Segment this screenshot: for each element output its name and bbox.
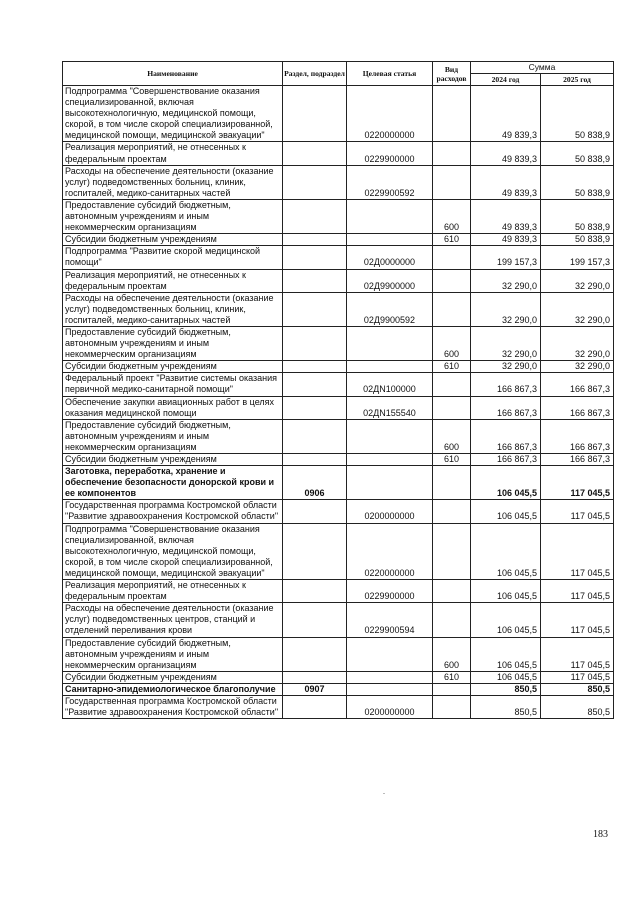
cell-name: Предоставление субсидий бюджетным, автономным учреждениям и иным некоммерческим организациям bbox=[63, 326, 283, 360]
cell-target: 0200000000 bbox=[347, 695, 433, 718]
cell-type bbox=[433, 695, 471, 718]
cell-y2024: 49 839,3 bbox=[471, 86, 541, 142]
cell-y2024: 106 045,5 bbox=[471, 466, 541, 500]
cell-name: Субсидии бюджетным учреждениям bbox=[63, 361, 283, 373]
table-row bbox=[63, 86, 614, 142]
cell-target: 02ДN100000 bbox=[347, 373, 433, 396]
cell-y2025: 117 045,5 bbox=[541, 500, 614, 523]
cell-y2025: 117 045,5 bbox=[541, 637, 614, 671]
cell-name: Предоставление субсидий бюджетным, автономным учреждениям и иным некоммерческим организациям bbox=[63, 419, 283, 453]
cell-y2025: 117 045,5 bbox=[541, 580, 614, 603]
cell-target: 0220000000 bbox=[347, 523, 433, 579]
cell-y2024: 166 867,3 bbox=[471, 419, 541, 453]
cell-target bbox=[347, 326, 433, 360]
cell-type bbox=[433, 165, 471, 199]
cell-type: 600 bbox=[433, 419, 471, 453]
cell-section bbox=[283, 396, 347, 419]
table-row bbox=[63, 246, 614, 269]
cell-type bbox=[433, 373, 471, 396]
cell-y2024: 166 867,3 bbox=[471, 373, 541, 396]
cell-section bbox=[283, 419, 347, 453]
cell-name: Подпрограмма "Развитие скорой медицинской помощи" bbox=[63, 246, 283, 269]
cell-y2025: 50 838,9 bbox=[541, 199, 614, 233]
cell-target bbox=[347, 671, 433, 683]
cell-y2025: 32 290,0 bbox=[541, 269, 614, 292]
cell-name: Субсидии бюджетным учреждениям bbox=[63, 454, 283, 466]
cell-type bbox=[433, 292, 471, 326]
cell-target bbox=[347, 454, 433, 466]
cell-name: Федеральный проект "Развитие системы оказания первичной медико-санитарной помощи" bbox=[63, 373, 283, 396]
cell-type: 610 bbox=[433, 234, 471, 246]
cell-target bbox=[347, 199, 433, 233]
cell-target bbox=[347, 466, 433, 500]
header-target: Целевая статья bbox=[347, 62, 433, 86]
cell-name: Обеспечение закупки авиационных работ в целях оказания медицинской помощи bbox=[63, 396, 283, 419]
cell-name: Расходы на обеспечение деятельности (оказание услуг) подведомственных центров, станций и отделений переливания крови bbox=[63, 603, 283, 637]
cell-name: Подпрограмма "Совершенствование оказания специализированной, включая высокотехнологичную, медицинской помощи, скорой, в том числе скорой специализированной, медицинской помощи, медицинской эвакуации" bbox=[63, 523, 283, 579]
table-row bbox=[63, 396, 614, 419]
cell-type: 600 bbox=[433, 326, 471, 360]
cell-section bbox=[283, 671, 347, 683]
cell-name: Реализация мероприятий, не отнесенных к федеральным проектам bbox=[63, 142, 283, 165]
cell-y2024: 106 045,5 bbox=[471, 671, 541, 683]
cell-name: Реализация мероприятий, не отнесенных к федеральным проектам bbox=[63, 269, 283, 292]
cell-name: Расходы на обеспечение деятельности (оказание услуг) подведомственных больниц, клиник, госпиталей, медико-санитарных частей bbox=[63, 165, 283, 199]
cell-type: 600 bbox=[433, 199, 471, 233]
cell-y2024: 106 045,5 bbox=[471, 580, 541, 603]
cell-y2025: 166 867,3 bbox=[541, 454, 614, 466]
cell-y2024: 199 157,3 bbox=[471, 246, 541, 269]
table-row bbox=[63, 269, 614, 292]
cell-type bbox=[433, 580, 471, 603]
cell-section bbox=[283, 361, 347, 373]
table-row bbox=[63, 683, 614, 695]
table-row bbox=[63, 603, 614, 637]
cell-type bbox=[433, 466, 471, 500]
cell-y2024: 49 839,3 bbox=[471, 234, 541, 246]
cell-target bbox=[347, 234, 433, 246]
cell-section bbox=[283, 637, 347, 671]
header-sum: Сумма bbox=[471, 62, 614, 74]
cell-y2025: 117 045,5 bbox=[541, 603, 614, 637]
table-row bbox=[63, 234, 614, 246]
cell-name: Расходы на обеспечение деятельности (оказание услуг) подведомственных больниц, клиник, госпиталей, медико-санитарных частей bbox=[63, 292, 283, 326]
cell-type bbox=[433, 246, 471, 269]
cell-name: Реализация мероприятий, не отнесенных к федеральным проектам bbox=[63, 580, 283, 603]
cell-y2025: 50 838,9 bbox=[541, 86, 614, 142]
cell-y2025: 50 838,9 bbox=[541, 234, 614, 246]
cell-target: 0220000000 bbox=[347, 86, 433, 142]
cell-target: 02Д9900000 bbox=[347, 269, 433, 292]
cell-type: 610 bbox=[433, 454, 471, 466]
cell-type bbox=[433, 86, 471, 142]
table-row bbox=[63, 466, 614, 500]
cell-section bbox=[283, 373, 347, 396]
table-row bbox=[63, 373, 614, 396]
cell-section bbox=[283, 454, 347, 466]
cell-name: Санитарно-эпидемиологическое благополучие bbox=[63, 683, 283, 695]
cell-section bbox=[283, 269, 347, 292]
cell-y2024: 850,5 bbox=[471, 695, 541, 718]
table-row bbox=[63, 199, 614, 233]
cell-y2025: 32 290,0 bbox=[541, 326, 614, 360]
table-row bbox=[63, 671, 614, 683]
cell-type bbox=[433, 523, 471, 579]
cell-section bbox=[283, 292, 347, 326]
cell-y2024: 106 045,5 bbox=[471, 523, 541, 579]
cell-y2024: 166 867,3 bbox=[471, 396, 541, 419]
cell-y2025: 166 867,3 bbox=[541, 419, 614, 453]
cell-y2025: 850,5 bbox=[541, 683, 614, 695]
cell-y2025: 166 867,3 bbox=[541, 396, 614, 419]
header-section: Раздел, подраздел bbox=[283, 62, 347, 86]
cell-target: 0229900592 bbox=[347, 165, 433, 199]
cell-y2024: 32 290,0 bbox=[471, 292, 541, 326]
cell-section bbox=[283, 500, 347, 523]
cell-type: 610 bbox=[433, 361, 471, 373]
cell-y2024: 32 290,0 bbox=[471, 326, 541, 360]
table-row bbox=[63, 326, 614, 360]
cell-y2024: 166 867,3 bbox=[471, 454, 541, 466]
cell-type bbox=[433, 269, 471, 292]
header-year-2024: 2024 год bbox=[471, 74, 541, 86]
cell-type bbox=[433, 603, 471, 637]
cell-section bbox=[283, 326, 347, 360]
cell-type bbox=[433, 683, 471, 695]
budget-table bbox=[62, 61, 614, 719]
cell-y2025: 117 045,5 bbox=[541, 466, 614, 500]
cell-section: 0906 bbox=[283, 466, 347, 500]
cell-target bbox=[347, 361, 433, 373]
cell-y2024: 850,5 bbox=[471, 683, 541, 695]
table-row bbox=[63, 695, 614, 718]
table-header bbox=[63, 62, 614, 86]
table-row bbox=[63, 142, 614, 165]
cell-type bbox=[433, 142, 471, 165]
cell-target bbox=[347, 419, 433, 453]
cell-y2025: 199 157,3 bbox=[541, 246, 614, 269]
cell-target: 0229900000 bbox=[347, 580, 433, 603]
table-row bbox=[63, 580, 614, 603]
cell-section bbox=[283, 695, 347, 718]
cell-y2024: 49 839,3 bbox=[471, 165, 541, 199]
cell-name: Субсидии бюджетным учреждениям bbox=[63, 671, 283, 683]
cell-section: 0907 bbox=[283, 683, 347, 695]
header-name: Наименование bbox=[63, 62, 283, 86]
cell-target: 0229900594 bbox=[347, 603, 433, 637]
cell-y2025: 32 290,0 bbox=[541, 361, 614, 373]
cell-y2024: 49 839,3 bbox=[471, 199, 541, 233]
table-row bbox=[63, 361, 614, 373]
cell-name: Предоставление субсидий бюджетным, автономным учреждениям и иным некоммерческим организациям bbox=[63, 199, 283, 233]
cell-y2025: 166 867,3 bbox=[541, 373, 614, 396]
cell-y2024: 32 290,0 bbox=[471, 269, 541, 292]
cell-y2024: 32 290,0 bbox=[471, 361, 541, 373]
table-row bbox=[63, 419, 614, 453]
cell-name: Подпрограмма "Совершенствование оказания специализированной, включая высокотехнологичную, медицинской помощи, скорой, в том числе скорой специализированной, медицинской помощи, медицинской эвакуации" bbox=[63, 86, 283, 142]
cell-type: 600 bbox=[433, 637, 471, 671]
table-row bbox=[63, 165, 614, 199]
scan-artifact-dot bbox=[383, 793, 385, 794]
cell-section bbox=[283, 580, 347, 603]
cell-section bbox=[283, 246, 347, 269]
table-row bbox=[63, 454, 614, 466]
cell-y2025: 50 838,9 bbox=[541, 142, 614, 165]
cell-name: Предоставление субсидий бюджетным, автономным учреждениям и иным некоммерческим организациям bbox=[63, 637, 283, 671]
cell-section bbox=[283, 199, 347, 233]
cell-name: Заготовка, переработка, хранение и обеспечение безопасности донорской крови и ее компонентов bbox=[63, 466, 283, 500]
cell-section bbox=[283, 603, 347, 637]
cell-type bbox=[433, 500, 471, 523]
cell-target: 0229900000 bbox=[347, 142, 433, 165]
cell-target: 0200000000 bbox=[347, 500, 433, 523]
cell-section bbox=[283, 523, 347, 579]
cell-section bbox=[283, 165, 347, 199]
table-body bbox=[63, 86, 614, 719]
cell-target bbox=[347, 683, 433, 695]
cell-type: 610 bbox=[433, 671, 471, 683]
table-row bbox=[63, 523, 614, 579]
header-type: Вид расходов bbox=[433, 62, 471, 86]
table-row bbox=[63, 637, 614, 671]
cell-y2024: 106 045,5 bbox=[471, 603, 541, 637]
cell-target bbox=[347, 637, 433, 671]
cell-target: 02ДN155540 bbox=[347, 396, 433, 419]
cell-y2024: 106 045,5 bbox=[471, 500, 541, 523]
cell-y2024: 49 839,3 bbox=[471, 142, 541, 165]
cell-section bbox=[283, 234, 347, 246]
cell-y2024: 106 045,5 bbox=[471, 637, 541, 671]
cell-name: Субсидии бюджетным учреждениям bbox=[63, 234, 283, 246]
cell-name: Государственная программа Костромской области "Развитие здравоохранения Костромской области" bbox=[63, 695, 283, 718]
cell-target: 02Д0000000 bbox=[347, 246, 433, 269]
cell-type bbox=[433, 396, 471, 419]
header-year-2025: 2025 год bbox=[541, 74, 614, 86]
cell-name: Государственная программа Костромской области "Развитие здравоохранения Костромской области" bbox=[63, 500, 283, 523]
cell-y2025: 117 045,5 bbox=[541, 671, 614, 683]
cell-section bbox=[283, 142, 347, 165]
cell-y2025: 850,5 bbox=[541, 695, 614, 718]
cell-y2025: 50 838,9 bbox=[541, 165, 614, 199]
cell-section bbox=[283, 86, 347, 142]
table-row bbox=[63, 292, 614, 326]
cell-y2025: 32 290,0 bbox=[541, 292, 614, 326]
cell-target: 02Д9900592 bbox=[347, 292, 433, 326]
page-number: 183 bbox=[593, 829, 608, 840]
cell-y2025: 117 045,5 bbox=[541, 523, 614, 579]
table-row bbox=[63, 500, 614, 523]
